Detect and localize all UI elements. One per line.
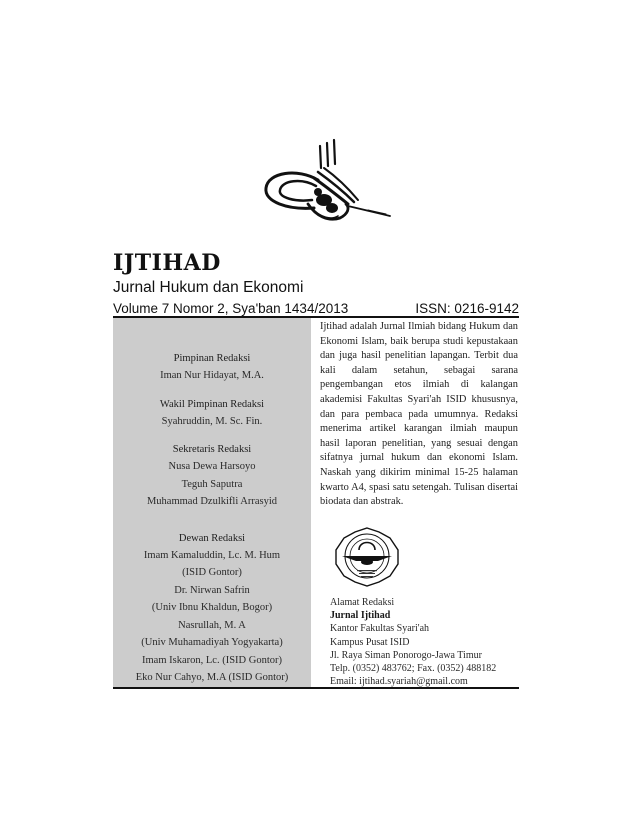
masthead — [113, 250, 519, 319]
staff-group-editorial-board — [113, 530, 311, 687]
role-label: Wakil Pimpinan Redaksi — [159, 398, 265, 410]
staff-member: Syahruddin, M. Sc. Fin. — [161, 415, 263, 427]
institution-seal-icon — [332, 526, 402, 588]
editorial-address — [330, 596, 496, 688]
issn: ISSN: 0216-9142 — [415, 301, 519, 316]
address-heading: Alamat Redaksi — [330, 597, 395, 608]
staff-member: Muhammad Dzulkifli Arrasyid — [146, 496, 278, 507]
email: Email: ijtihad.syariah@gmail.com — [330, 676, 468, 688]
phone-fax: Telp. (0352) 483762; Fax. (0352) 488182 — [330, 663, 497, 675]
staff-affiliation: (ISID Gontor) — [182, 567, 242, 578]
role-label: Pimpinan Redaksi — [173, 353, 251, 364]
staff-member: Imam Kamaluddin, Lc. M. Hum — [143, 549, 281, 561]
address-line: Jl. Raya Siman Ponorogo-Jawa Timur — [330, 649, 482, 661]
journal-description: Ijtihad adalah Jurnal Ilmiah bidang Hukum dan Ekonomi Islam, baik berupa studi kepustakaan dan juga hasil penelitian lapangan. Terbit dua kali dalam setahun, sebagai sarana pengembangan etos ilmiah di kalangan akademisi Fakultas Syari'ah ISID khususnya, dan para pembaca pada umumnya. Redaksi menerima artikel karangan ilmiah maupun hasil laporan penelitian, yang sesuai dengan sifatnya jurnal hukum dan ekonomi Islam. Naskah yang dikirim minimal 15-25 halaman kwarto A4, spasi satu setengah. Tulisan disertai biodata dan abstrak. — [320, 321, 518, 508]
address-line: Kampus Pusat ISID — [330, 636, 410, 648]
staff-member: Imam Iskaron, Lc. (ISID Gontor) — [142, 654, 282, 666]
role-label: Sekretaris Redaksi — [172, 444, 252, 455]
staff-member: Nusa Dewa Harsoyo — [168, 461, 256, 472]
address-line: Kantor Fakultas Syari'ah — [330, 623, 430, 635]
journal-info-panel — [320, 318, 518, 687]
staff-member: Teguh Saputra — [181, 478, 243, 490]
bottom-divider — [113, 687, 519, 689]
staff-member: Nasrullah, M. A — [178, 619, 246, 631]
staff-member: Iman Nur Hidayat, M.A. — [160, 370, 264, 381]
journal-title: IJTIHAD — [113, 250, 221, 276]
staff-member: Dr. Nirwan Safrin — [174, 584, 250, 596]
calligraphy-emblem-icon — [258, 138, 398, 238]
staff-group-deputy-editor — [113, 396, 311, 431]
role-label: Dewan Redaksi — [178, 532, 246, 544]
editorial-board-panel — [113, 318, 311, 687]
staff-member: Eko Nur Cahyo, M.A (ISID Gontor) — [135, 672, 289, 683]
issue-volume: Volume 7 Nomor 2, Sya'ban 1434/2013 — [113, 301, 349, 316]
journal-subtitle: Jurnal Hukum dan Ekonomi — [113, 279, 304, 296]
staff-group-secretary — [113, 441, 311, 511]
staff-group-chief-editor — [113, 350, 311, 385]
address-name: Jurnal Ijtihad — [330, 610, 391, 622]
staff-affiliation: (Univ Muhamadiyah Yogyakarta) — [141, 637, 283, 648]
staff-affiliation: (Univ Ibnu Khaldun, Bogor) — [151, 602, 273, 613]
